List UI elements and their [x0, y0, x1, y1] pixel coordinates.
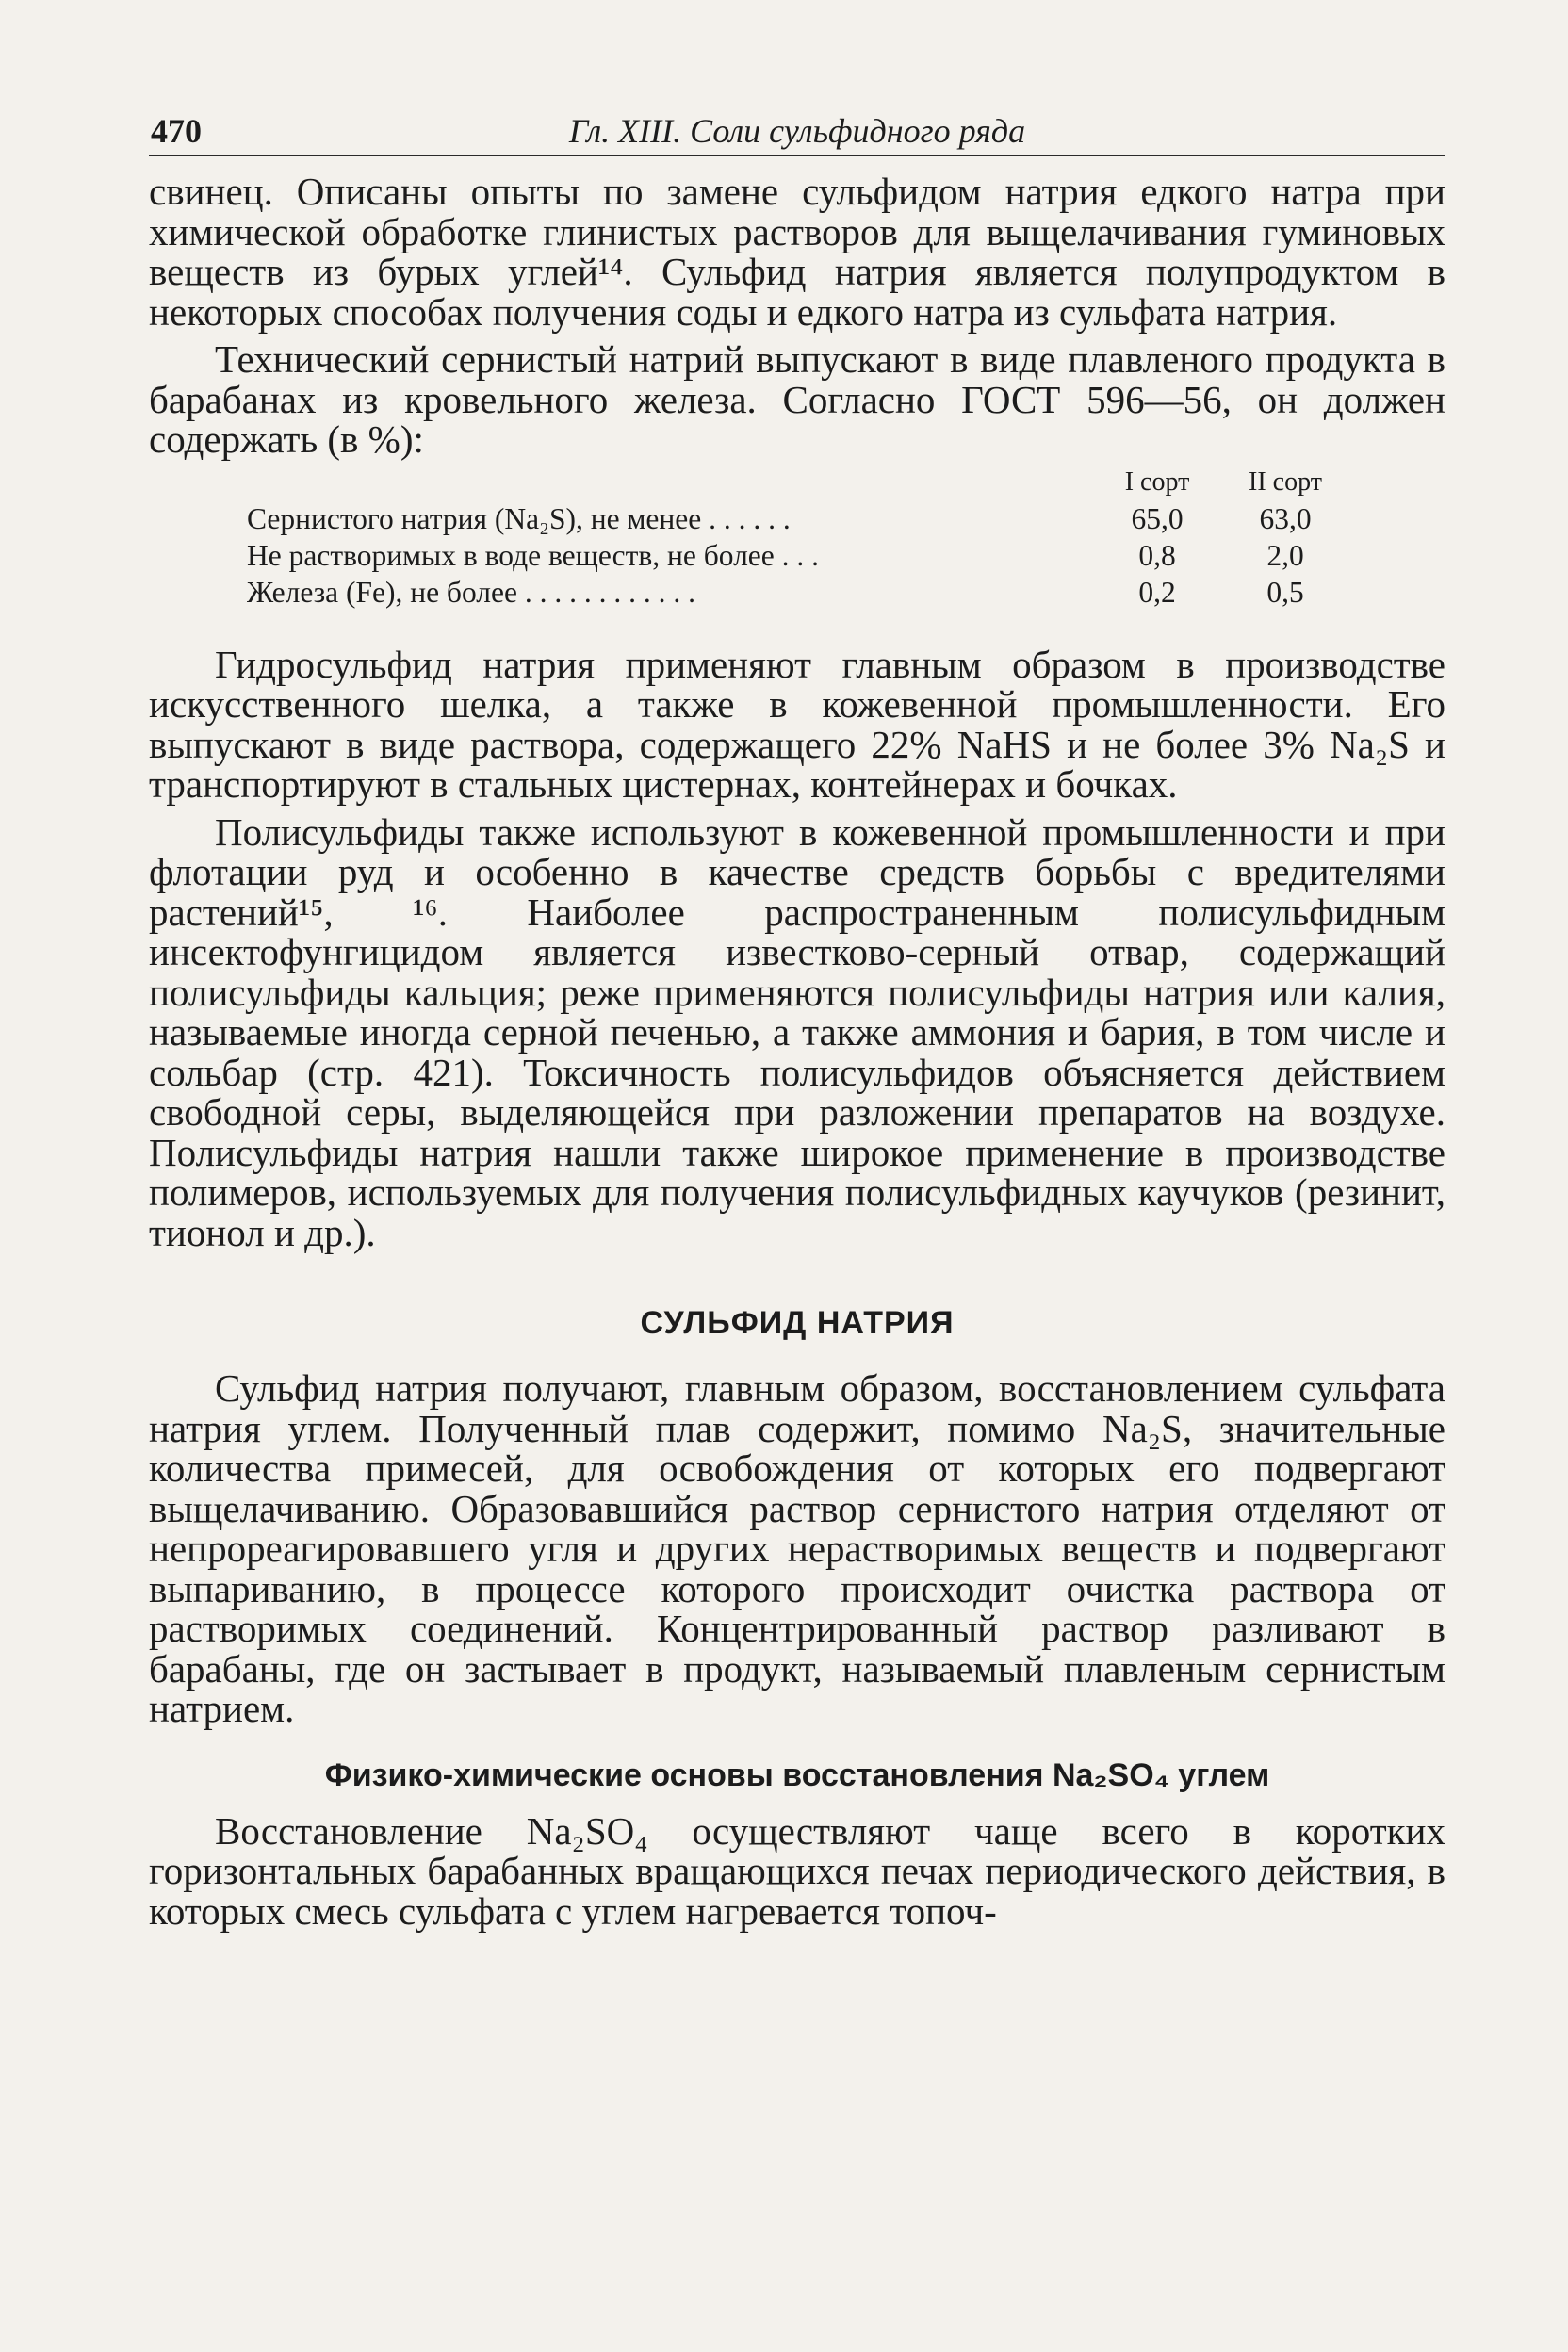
book-page	[149, 106, 1446, 1931]
paragraph-6: Восстановление Na₂SO₄ осуществляют чаще всего в коротких горизонтальных барабанных вращающихся печах периодического действия, в которых смесь сульфата с углем нагревается топоч-	[149, 1808, 1446, 1933]
table-row	[247, 574, 1349, 611]
row-value-grade-1: 65,0	[1131, 501, 1184, 535]
row-label: Сернистого натрия (Na₂S), не менее . . . . . .	[247, 501, 791, 535]
row-value-grade-1: 0,8	[1138, 538, 1176, 572]
table-row	[247, 500, 1349, 537]
row-value-grade-2: 0,5	[1266, 575, 1304, 609]
table-row	[247, 537, 1349, 574]
page-number: 470	[151, 112, 202, 150]
running-head	[149, 106, 1446, 156]
paragraph-2: Технический сернистый натрий выпускают в виде плавленого продукта в барабанах из кровельного железа. Согласно ГОСТ 596—56, он должен содержать (в %):	[149, 337, 1446, 461]
paragraph-4: Полисульфиды также используют в кожевенной промышленности и при флотации руд и особенно в качестве средств борьбы с вредителями растений¹⁵, ¹⁶. Наиболее распространенным полисульфидным инсектофунгицидом является известково-серный отвар, содержащий полисульфиды кальция; реже применяются полисульфиды натрия или калия, называемые иногда серной печенью, а также аммония и бария, в том числе и сольбар (стр. 421). Токсичность полисульфидов объясняется действием свободной серы, выделяющейся при разложении препаратов на воздухе. Полисульфиды натрия нашли также широкое применение в производстве полимеров, используемых для получения полисульфидных каучуков (резинит, тионол и др.).	[149, 809, 1446, 1254]
row-value-grade-1: 0,2	[1138, 575, 1176, 609]
column-header-grade-2: II сорт	[1249, 466, 1322, 497]
row-label: Не растворимых в воде веществ, не более . . .	[247, 538, 820, 572]
table-header-row	[247, 464, 1349, 500]
paragraph-1: свинец. Описаны опыты по замене сульфидом натрия едкого натра при химической обработке глинистых растворов для выщелачивания гуминовых веществ из бурых углей¹⁴. Сульфид натрия является полупродуктом в некоторых способах получения соды и едкого натра из сульфата натрия.	[149, 170, 1446, 334]
row-value-grade-2: 2,0	[1266, 538, 1304, 572]
paragraph-5: Сульфид натрия получают, главным образом, восстановлением сульфата натрия углем. Полученный плав содержит, помимо Na₂S, значительные количества примесей, для освобождения от которых его подвергают выщелачиванию. Образовавшийся раствор сернистого натрия отделяют от непрореагировавшего угля и других нерастворимых веществ и подвергают выпариванию, в процессе которого происходит очистка раствора от растворимых соединений. Концентрированный раствор разливают в барабаны, где он застывает в продукт, называемый плавленым сернистым натрием.	[149, 1366, 1446, 1730]
page-content	[149, 156, 1446, 1931]
specification-table	[247, 464, 1349, 611]
table-header-blank	[247, 464, 1093, 500]
row-label: Железа (Fe), не более . . . . . . . . . . . .	[247, 575, 695, 609]
section-heading: СУЛЬФИД НАТРИЯ	[640, 1305, 955, 1341]
column-header-grade-1: I сорт	[1124, 466, 1190, 497]
paragraph-3: Гидросульфид натрия применяют главным образом в производстве искусственного шелка, а также в кожевенной промышленности. Его выпускают в виде раствора, содержащего 22% NaHS и не более 3% Na₂S и транспортируют в стальных цистернах, контейнерах и бочках.	[149, 642, 1446, 806]
row-value-grade-2: 63,0	[1259, 501, 1312, 535]
chapter-title: Гл. XIII. Соли сульфидного ряда	[568, 112, 1026, 150]
subsection-heading: Физико-химические основы восстановления Na₂SO₄ углем	[324, 1756, 1270, 1793]
